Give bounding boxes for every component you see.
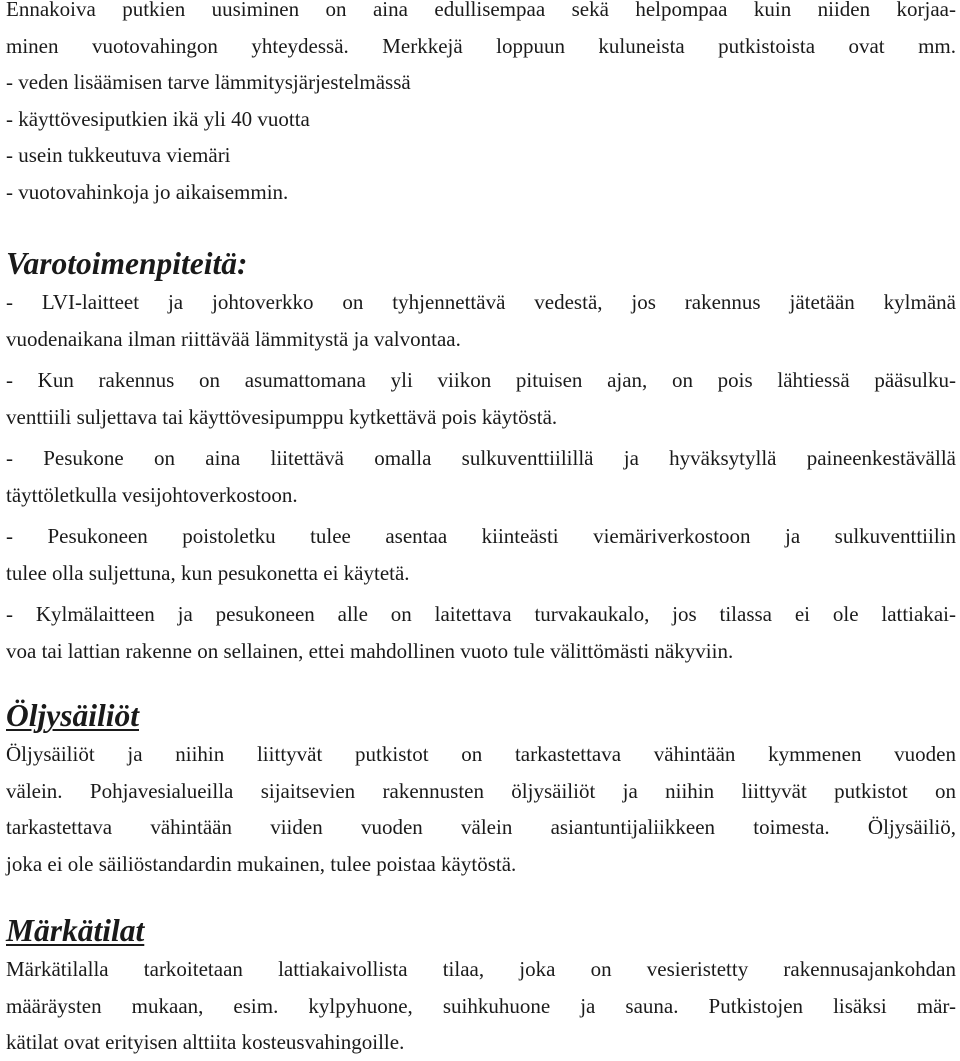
list-item: - Pesukoneen poistoletku tulee asentaa kiinteästi viemäriverkostoon ja sulkuventtiilin tulee olla suljettuna, kun pesukonetta ei käytetä.: [6, 524, 956, 585]
paragraph-line: Märkätilalla tarkoitetaan lattiakaivollista tilaa, joka on vesieristetty rakennusajankohdan: [6, 957, 956, 981]
paragraph-line: joka ei ole säiliöstandardin mukainen, tulee poistaa käytöstä.: [6, 851, 517, 876]
list-item: - usein tukkeutuva viemäri: [6, 143, 231, 167]
list-item: - veden lisäämisen tarve lämmitysjärjestelmässä: [6, 70, 411, 94]
wet-rooms-paragraph: [6, 951, 956, 1061]
list-item: - käyttövesiputkien ikä yli 40 vuotta: [6, 106, 310, 131]
warning-signs-list: [6, 64, 956, 210]
oil-tanks-paragraph: [6, 736, 956, 882]
oil-tanks-heading: Öljysäiliöt: [6, 698, 139, 733]
list-item: - LVI-laitteet ja johtoverkko on tyhjennettävä vedestä, jos rakennus jätetään kylmänä vuodenaikana ilman riittävää lämmitystä ja valvontaa.: [6, 290, 956, 351]
paragraph-line: tarkastettava vähintään viiden vuoden välein asiantuntijaliikkeen toimesta. Öljysäiliö,: [6, 815, 956, 839]
wet-rooms-heading: Märkätilat: [6, 913, 145, 948]
precautions-heading: Varotoimenpiteitä:: [6, 246, 248, 281]
document-page: [6, 0, 956, 1061]
list-item: - Pesukone on aina liitettävä omalla sulkuventtiilillä ja hyväksytyllä paineenkestävällä täyttöletkulla vesijohtoverkostoon.: [6, 446, 956, 507]
paragraph-line: määräysten mukaan, esim. kylpyhuone, suihkuhuone ja sauna. Putkistojen lisäksi mär-: [6, 993, 956, 1018]
intro-line: minen vuotovahingon yhteydessä. Merkkejä loppuun kuluneista putkistoista ovat mm.: [6, 33, 956, 58]
paragraph-line: välein. Pohjavesialueilla sijaitsevien rakennusten öljysäiliöt ja niihin liittyvät putkistot on: [6, 778, 956, 803]
intro-paragraph: [6, 0, 956, 64]
list-item: - Kylmälaitteen ja pesukoneen alle on laitettava turvakaukalo, jos tilassa ei ole lattiakai- voa tai lattian rakenne on sellainen, ettei mahdollinen vuoto tule välittömästi näkyviin.: [6, 602, 956, 663]
paragraph-line: Öljysäiliöt ja niihin liittyvät putkistot on tarkastettava vähintään kymmenen vuoden: [6, 742, 956, 766]
intro-line: Ennakoiva putkien uusiminen on aina edullisempaa sekä helpompaa kuin niiden korjaa-: [6, 0, 956, 21]
precautions-list: [6, 284, 956, 669]
paragraph-line: kätilat ovat erityisen alttiita kosteusvahingoille.: [6, 1030, 405, 1054]
list-item: - Kun rakennus on asumattomana yli viikon pituisen ajan, on pois lähtiessä pääsulku- venttiili suljettava tai käyttövesipumppu kytkettävä pois käytöstä.: [6, 368, 956, 429]
list-item: - vuotovahinkoja jo aikaisemmin.: [6, 179, 289, 204]
